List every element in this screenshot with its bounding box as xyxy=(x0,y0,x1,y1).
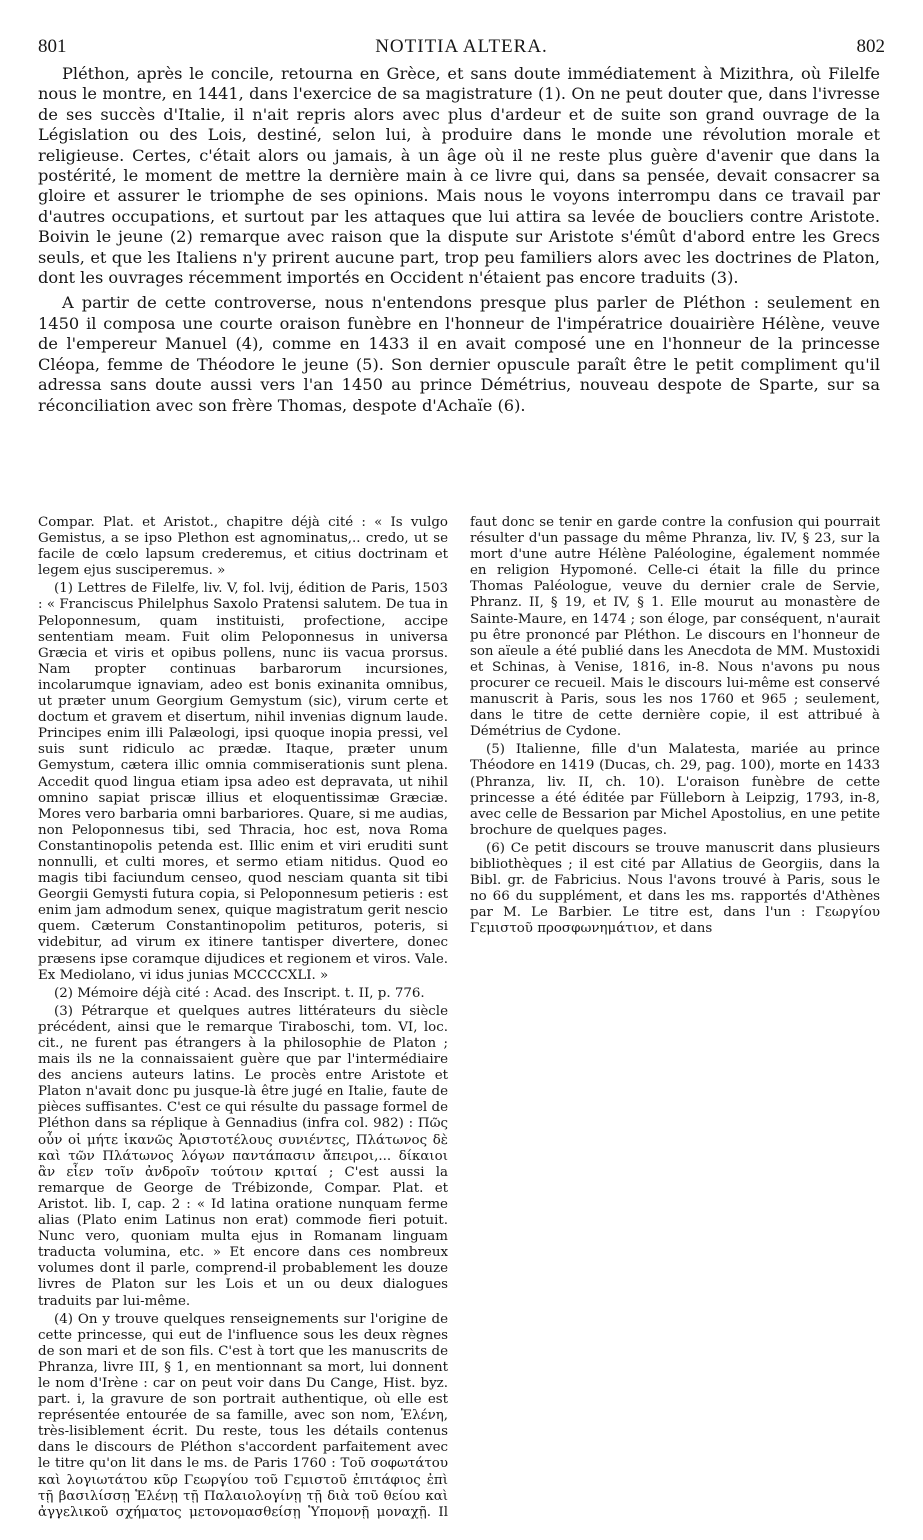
footnote-1: (1) Lettres de Filelfe, liv. V, fol. lvij, édition de Paris, 1503 : « Franciscus Philelphus Saxolo Pratensi salutem. De tua in Peloponnesum, quam instituisti, profectione, accipe sententiam meam. Fuit olim Peloponnesus in universa Græcia et viris et opibus pollens, nunc iis vacua prorsus. Nam propter continuas barbarorum incursiones, incolarumque ignaviam, adeo est bonis exinanita omnibus, ut præter unum Georgium Gemystum (sic), virum certe et doctum et gravem et disertum, nihil invenias dignum laude. Principes enim illi Palæologi, ipsi quoque inopia pressi, vel suis sunt ridiculo ac prædæ. Itaque, præter unum Gemystum, cætera illic omnia commiserationis sunt plena. Accedit quod lingua etiam ipsa adeo est depravata, ut nihil omnino sapiat priscæ illius et eloquentissimæ Græciæ. Mores vero barbaria omni barbariores. Quare, si me audias, non Peloponnesus tibi, sed Thracia, hoc est, nova Roma Constantinopolis petenda est. Illic enim et viri eruditi sunt nonnulli, et culti mores, et sermo etiam nitidus. Quod eo magis tibi faciundum censeo, quod nesciam quanta sit tibi Georgii Gemysti futura copia, si Peloponnesum petieris : est enim jam admodum senex, quique magistratum gerit nescio quem. Cæterum Constantinopolim petituros, poteris, si videbitur, ad virum ex itinere tantisper divertere, donec præsens ipse coramque dijudices et regionem et viros. Vale. Ex Mediolano, vi idus junias MCCCCXLI. » xyxy=(38,581,448,983)
page-number-left: 801 xyxy=(38,36,67,57)
footnote-4: (4) On y trouve quelques renseignements sur l'origine de cette princesse, qui eut de l'influence sous les deux règnes de son mari et de son fils. C'est à tort que les manuscrits de Phranza, livre III, § 1, en mentionnant sa mort, lui donnent le nom d'Irène : car on peut voir dans Du Cange, Hist. byz. part. i, la gravure de son portrait authentique, où elle est représentée entourée de sa famille, avec son nom, Ἑλένη, très-lisiblement écrit. Du reste, tous les détails contenus dans le discours de Pléthon s'accordent parfaitement avec le titre qu'on lit dans le ms. de Paris 1760 : Τοῦ σοφωτάτου καὶ λογιωτάτου κῦρ Γεωργίου τοῦ Γεμιστοῦ ἐπιτάφιος ἐπὶ τῇ βασιλίσσῃ Ἑλένῃ τῇ Παλαιολογίνῃ τῇ διὰ τοῦ θείου καὶ ἀγγελικοῦ σχήματος μετονομασθείσῃ Ὑπομονῇ μοναχῇ. Il faut donc se tenir en garde contre la confusion qui pourrait résulter d'un passage du même Phranza, liv. IV, § 23, sur la mort d'une autre Hélène Paléologine, également nommée en religion Hypomoné. Celle-ci était la fille du prince Thomas Paléologue, veuve du dernier crale de Servie, Phranz. II, § 19, et IV, § 1. Elle mourut au monastère de Sainte-Maure, en 1474 ; son éloge, par conséquent, n'aurait pu être prononcé par Pléthon. Le discours en l'honneur de son aïeule a été publié dans les Anecdota de MM. Mustoxidi et Schinas, à Venise, 1816, in-8. Nous n'avons pu nous procurer ce recueil. Mais le discours lui-même est conservé manuscrit à Paris, sous les nos 1760 et 965 ; seulement, dans le titre de cette dernière copie, il est attribué à Démétrius de Cydone. xyxy=(38,515,880,1520)
footnote-continuation: Compar. Plat. et Aristot., chapitre déjà cité : « Is vulgo Gemistus, a se ipso Plethon est agnominatus,.. credo, ut se facile de cœlo lapsum crederemus, et citius doctrinam et legem ejus susciperemus. » xyxy=(38,515,448,579)
footnote-2: (2) Mémoire déjà cité : Acad. des Inscript. t. II, p. 776. xyxy=(54,985,425,1001)
footnote-6: (6) Ce petit discours se trouve manuscrit dans plusieurs bibliothèques ; il est cité par Allatius de Georgiis, dans la Bibl. gr. de Fabricius. Nous l'avons trouvé à Paris, sous le no 66 du supplément, et dans les ms. rapportés d'Athènes par M. Le Barbier. Le titre est, dans l'un : Γεωργίου Γεμιστοῦ προσφωνημάτιον, et dans xyxy=(470,840,880,937)
main-text xyxy=(38,64,880,416)
main-paragraph: Pléthon, après le concile, retourna en Grèce, et sans doute immédiatement à Mizithra, où Filelfe nous le montre, en 1441, dans l'exercice de sa magistrature (1). On ne peut douter que, dans l'ivresse de ses succès d'Italie, il n'ait repris alors avec plus d'ardeur et de suite son grand ouvrage de la Législation ou des Lois, destiné, selon lui, à produire dans le monde une révolution morale et religieuse. Certes, c'était alors ou jamais, à un âge où il ne reste plus guère d'avenir que dans la postérité, le moment de mettre la dernière main à ce livre qui, dans sa pensée, devait consacrer sa gloire et assurer le triomphe de ses opinions. Mais nous le voyons interrompu dans ce travail par d'autres occupations, et surtout par les attaques que lui attira sa levée de boucliers contre Aristote. Boivin le jeune (2) remarque avec raison que la dispute sur Aristote s'émût d'abord entre les Grecs seuls, et que les Italiens n'y prirent aucune part, trop peu familiers alors avec les doctrines de Platon, dont les ouvrages récemment importés en Occident n'étaient pas encore traduits (3). xyxy=(38,64,880,288)
running-title: NOTITIA ALTERA. xyxy=(375,36,548,57)
running-header xyxy=(38,36,885,58)
footnote-5: (5) Italienne, fille d'un Malatesta, mariée au prince Théodore en 1419 (Ducas, ch. 29, pag. 100), morte en 1433 (Phranza, liv. II, ch. 10). L'oraison funèbre de cette princesse a été éditée par Fülleborn à Leipzig, 1793, in-8, avec celle de Bessarion par Michel Apostolius, en une petite brochure de quelques pages. xyxy=(470,742,880,838)
footnotes xyxy=(38,515,880,1525)
main-paragraph: A partir de cette controverse, nous n'entendons presque plus parler de Pléthon : seulement en 1450 il composa une courte oraison funèbre en l'honneur de l'impératrice douairière Hélène, veuve de l'empereur Manuel (4), comme en 1433 il en avait composé une en l'honneur de la princesse Cléopa, femme de Théodore le jeune (5). Son dernier opuscule paraît être le petit compliment qu'il adressa sans doute aussi vers l'an 1450 au prince Démétrius, nouveau despote de Sparte, sur sa réconciliation avec son frère Thomas, despote d'Achaïe (6). xyxy=(38,293,880,415)
footnote-3: (3) Pétrarque et quelques autres littérateurs du siècle précédent, ainsi que le remarque Tiraboschi, tom. VI, loc. cit., ne furent pas étrangers à la philosophie de Platon ; mais ils ne la connaissaient guère que par l'intermédiaire des anciens auteurs latins. Le procès entre Aristote et Platon n'avait donc pu jusque-là être jugé en Italie, faute de pièces suffisantes. C'est ce qui résulte du passage formel de Pléthon dans sa réplique à Gennadius (infra col. 982) : Πῶς οὖν οἱ μήτε ἱκανῶς Ἀριστοτέλους συνιέντες, Πλάτωνος δὲ καὶ τῶν Πλάτωνος λόγων παντάπασιν ἄπειροι,... δίκαιοι ἂν εἶεν τοῖν ἀνδροῖν τούτοιν κριταί ; C'est aussi la remarque de George de Trébizonde, Compar. Plat. et Aristot. lib. I, cap. 2 : « Id latina oratione nunquam ferme alias (Plato enim Latinus non erat) commode fieri potuit. Nunc vero, quoniam multa ejus in Romanam linguam traducta volumina, etc. » Et encore dans ces nombreux volumes dont il parle, comprend-il probablement les douze livres de Platon sur les Lois et un ou deux dialogues traduits par lui-même. xyxy=(38,1003,448,1309)
page-number-right: 802 xyxy=(856,36,885,57)
